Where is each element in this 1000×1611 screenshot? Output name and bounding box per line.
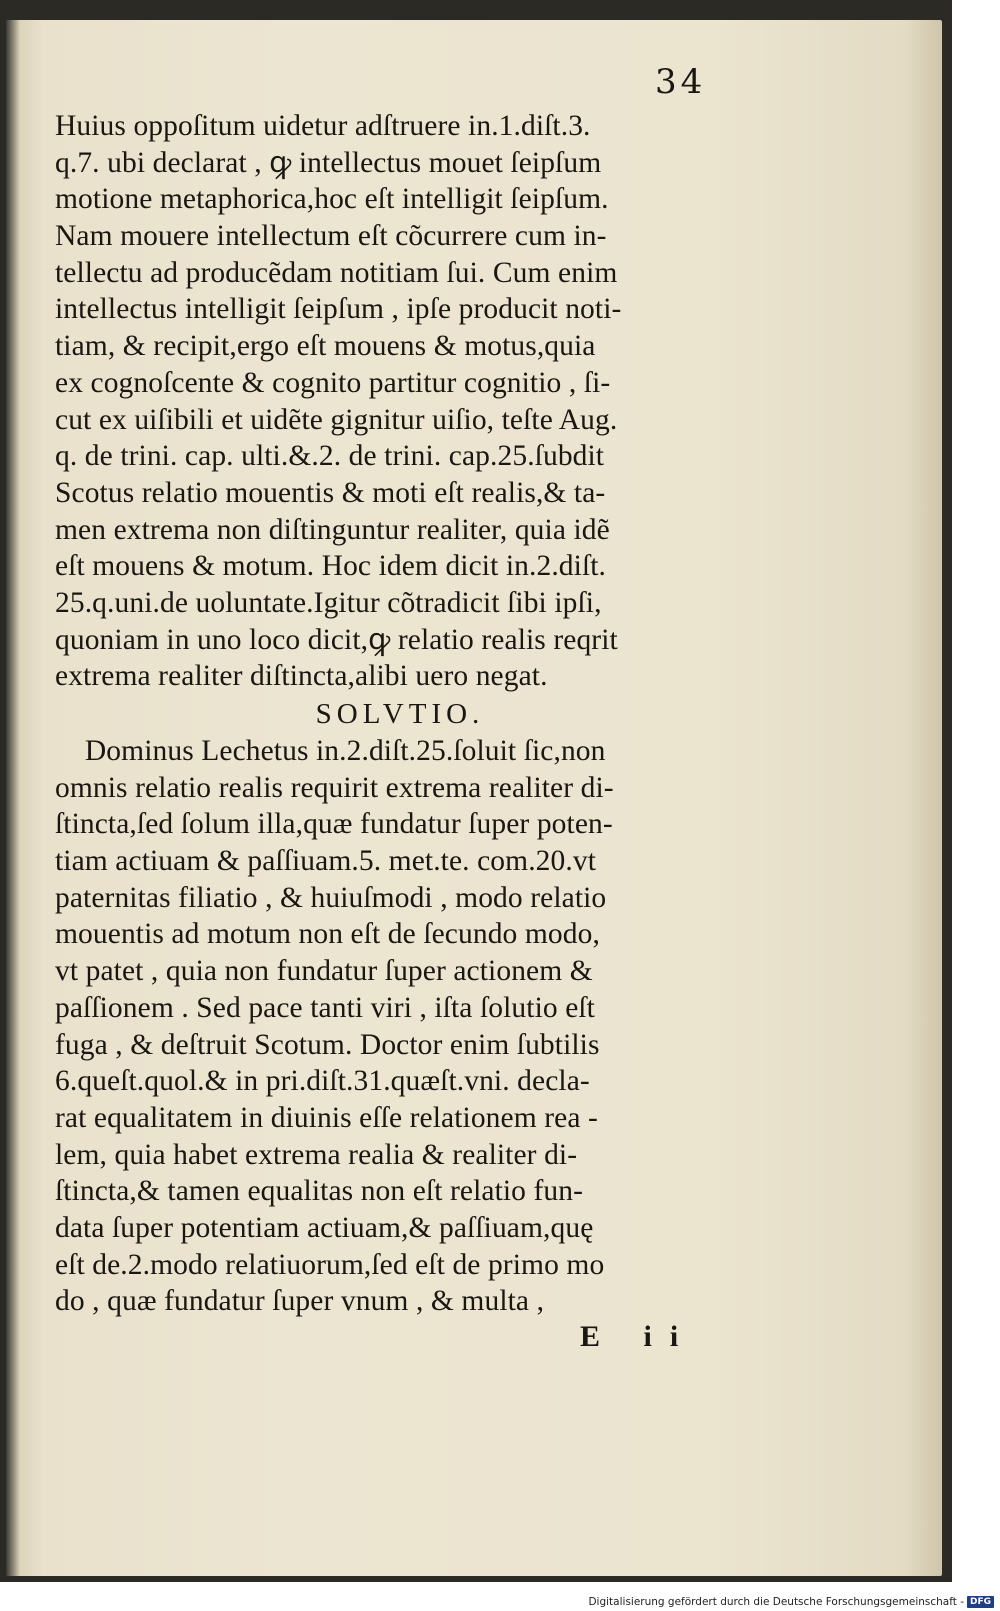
text-line: ſtincta,& tamen equalitas non eſt relatio fun- [55,1175,584,1208]
text-line: motione metaphorica,hoc eſt intelligit ſeipſum. [55,183,609,216]
text-line: data ſuper potentiam actiuam,& paſſiuam,quę [55,1211,594,1244]
section-heading: SOLVTIO. [315,698,485,730]
main-text-block [55,108,745,1320]
text-line: mouentis ad motum non eſt de ſecundo modo, [55,918,600,951]
dfg-logo-icon[interactable]: DFG [967,1596,994,1608]
digitization-footer [588,1596,994,1608]
text-line: eſt de.2.modo relatiuorum,ſed eſt de primo mo [55,1248,605,1281]
text-line: Huius oppoſitum uidetur adſtruere in.1.diſt.3. [55,110,591,142]
page-gutter-shadow [6,20,20,1576]
text-line: 6.queſt.quol.& in pri.diſt.31.quæſt.vni. decla- [55,1065,590,1098]
text-line: quoniam in uno loco dicit,ꝙ relatio realis reqrit [55,623,618,656]
text-line: do , quæ fundatur ſuper vnum , & multa , [55,1285,545,1318]
text-line: omnis relatio realis requirit extrema realiter di- [55,771,614,804]
text-line: paſſionem . Sed pace tanti viri , iſta ſolutio eſt [55,991,595,1024]
signature-mark: E ii [580,1320,697,1353]
text-line: intellectus intelligit ſeipſum , ipſe producit noti- [55,293,622,326]
text-line: tellectu ad producẽdam notitiam ſui. Cum enim [55,256,618,289]
text-before-heading [55,108,745,695]
text-line: men extrema non diſtinguntur realiter, quia idẽ [55,513,610,546]
text-line: 25.q.uni.de uoluntate.Igitur cõtradicit ſibi ipſi, [55,586,602,619]
text-line: Scotus relatio mouentis & moti eſt realis,& ta- [55,476,606,509]
text-line: Dominus Lechetus in.2.diſt.25.ſoluit ſic,non [55,735,606,767]
text-line: rat equalitatem in diuinis eſſe relationem rea - [55,1101,598,1134]
text-line: tiam actiuam & paſſiuam.5. met.te. com.20.vt [55,845,597,878]
text-line: lem, quia habet extrema realia & realiter di- [55,1138,578,1171]
page-number: 34 [655,62,707,102]
text-line: ſtincta,ſed ſolum illa,quæ fundatur ſuper poten- [55,808,613,841]
text-line: q.7. ubi declarat , ꝙ intellectus mouet ſeipſum [55,146,602,179]
margin-strip [952,0,1000,1582]
text-line: Nam mouere intellectum eſt cõcurrere cum in- [55,220,607,253]
text-line: extrema realiter diſtincta,alibi uero negat. [55,660,548,693]
footer-credit: Digitalisierung gefördert durch die Deutsche Forschungsgemeinschaft - [588,1596,964,1608]
text-line: ex cognoſcente & cognito partitur cognitio , ſi- [55,366,611,399]
text-line: paternitas filiatio , & huiuſmodi , modo relatio [55,881,607,914]
text-line: cut ex uiſibili et uidẽte gignitur uiſio, teſte Aug. [55,403,618,436]
text-line: fuga , & deſtruit Scotum. Doctor enim ſubtilis [55,1028,600,1061]
text-after-heading [55,733,745,1320]
text-line: eſt mouens & motum. Hoc idem dicit in.2.diſt. [55,550,607,583]
text-line: q. de trini. cap. ulti.&.2. de trini. cap.25.ſubdit [55,440,605,473]
text-line: tiam, & recipit,ergo eſt mouens & motus,quia [55,330,596,363]
text-line: vt patet , quia non fundatur ſuper actionem & [55,955,593,988]
